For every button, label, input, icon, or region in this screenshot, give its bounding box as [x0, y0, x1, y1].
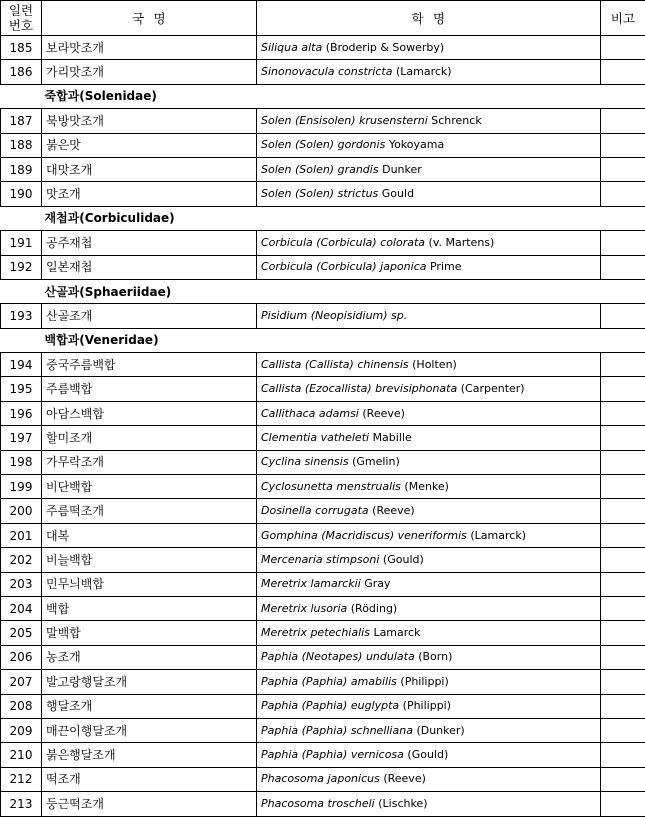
remarks-cell [601, 621, 645, 645]
scientific-name [257, 401, 601, 425]
korean-name: 할미조개 [42, 426, 257, 450]
scientific-name [257, 475, 601, 499]
table-row [1, 353, 645, 377]
scientific-binomial: Mercenaria stimpsoni [261, 552, 380, 566]
author-citation: (Broderip & Sowerby) [325, 40, 445, 54]
author-citation: Lamarck [373, 626, 421, 640]
serial-number: 202 [1, 548, 42, 572]
family-header-row [1, 279, 645, 303]
korean-name: 공주재첩 [42, 231, 257, 255]
table-row [1, 450, 645, 474]
table-row [1, 60, 645, 84]
remarks-cell [601, 645, 645, 669]
table-header-row [1, 1, 645, 36]
serial-number: 208 [1, 694, 42, 718]
korean-name: 비단백합 [42, 475, 257, 499]
table-row [1, 109, 645, 133]
korean-name: 비늘백합 [42, 548, 257, 572]
scientific-binomial: Phacosoma japonicus [261, 772, 380, 786]
author-citation: (Born) [418, 650, 453, 664]
serial-number: 205 [1, 621, 42, 645]
scientific-binomial: Meretrix lusoria [261, 601, 348, 615]
remarks-cell [601, 157, 645, 181]
table-row [1, 743, 645, 767]
serial-number: 195 [1, 377, 42, 401]
scientific-name [257, 450, 601, 474]
remarks-cell [601, 353, 645, 377]
serial-number: 200 [1, 499, 42, 523]
scientific-name [257, 645, 601, 669]
scientific-name [257, 133, 601, 157]
scientific-name [257, 36, 601, 60]
family-label: 재첩과(Corbiculidae) [1, 206, 645, 230]
author-citation: (Gould) [382, 552, 424, 566]
korean-name: 붉은맛 [42, 133, 257, 157]
family-header-row [1, 206, 645, 230]
author-citation: (Lamarck) [395, 65, 452, 79]
remarks-cell [601, 36, 645, 60]
table-row [1, 475, 645, 499]
scientific-binomial: Corbicula (Corbicula) colorata [261, 235, 426, 249]
scientific-binomial: Callithaca adamsi [261, 406, 359, 420]
serial-number: 193 [1, 304, 42, 328]
scientific-name [257, 743, 601, 767]
table-body [1, 36, 645, 817]
serial-number: 196 [1, 401, 42, 425]
serial-number: 190 [1, 182, 42, 206]
serial-number: 189 [1, 157, 42, 181]
scientific-binomial: Meretrix lamarckii [261, 577, 361, 591]
serial-number: 186 [1, 60, 42, 84]
scientific-name [257, 767, 601, 791]
serial-number: 187 [1, 109, 42, 133]
author-citation: Prime [429, 260, 462, 274]
table-row [1, 596, 645, 620]
scientific-name [257, 426, 601, 450]
korean-name: 민무늬백합 [42, 572, 257, 596]
scientific-binomial: Sinonovacula constricta [261, 65, 393, 79]
author-citation: Yokoyama [388, 138, 445, 152]
remarks-cell [601, 499, 645, 523]
author-citation: (Gould) [407, 748, 449, 762]
serial-number: 197 [1, 426, 42, 450]
serial-number: 192 [1, 255, 42, 279]
author-citation: (Menke) [404, 479, 449, 493]
author-citation: Mabille [372, 430, 412, 444]
serial-number: 213 [1, 792, 42, 816]
korean-name: 중국주름백합 [42, 353, 257, 377]
scientific-binomial: Paphia (Paphia) amabilis [261, 674, 397, 688]
family-label: 백합과(Veneridae) [1, 328, 645, 352]
korean-name: 산골조개 [42, 304, 257, 328]
header-scientific-name: 학 명 [257, 1, 601, 36]
table-row [1, 377, 645, 401]
scientific-binomial: Paphia (Paphia) vernicosa [261, 748, 404, 762]
remarks-cell [601, 475, 645, 499]
author-citation: (Dunker) [416, 723, 465, 737]
korean-name: 붉은행달조개 [42, 743, 257, 767]
author-citation: Dunker [382, 162, 422, 176]
author-citation: (Reeve) [362, 406, 405, 420]
scientific-name [257, 353, 601, 377]
scientific-name [257, 718, 601, 742]
serial-number: 212 [1, 767, 42, 791]
table-row [1, 182, 645, 206]
table-row [1, 670, 645, 694]
scientific-name [257, 523, 601, 547]
scientific-binomial: Paphia (Paphia) schnelliana [261, 723, 413, 737]
scientific-binomial: Solen (Solen) grandis [261, 162, 379, 176]
korean-name: 가리맛조개 [42, 60, 257, 84]
remarks-cell [601, 401, 645, 425]
serial-number: 198 [1, 450, 42, 474]
scientific-name [257, 377, 601, 401]
remarks-cell [601, 596, 645, 620]
author-citation: (Lamarck) [470, 528, 526, 542]
table-row [1, 767, 645, 791]
table-row [1, 36, 645, 60]
scientific-binomial: Callista (Callista) chinensis [261, 357, 409, 371]
scientific-name [257, 548, 601, 572]
scientific-binomial: Pisidium (Neopisidium) sp. [261, 308, 408, 322]
scientific-binomial: Siliqua alta [261, 40, 323, 54]
author-citation: Gould [381, 187, 415, 201]
korean-name: 가무락조개 [42, 450, 257, 474]
table-row [1, 499, 645, 523]
serial-number: 201 [1, 523, 42, 547]
scientific-name [257, 572, 601, 596]
table-row [1, 304, 645, 328]
author-citation: (Röding) [350, 601, 398, 615]
remarks-cell [601, 231, 645, 255]
table-row [1, 231, 645, 255]
author-citation: (Philippi) [402, 699, 452, 713]
table-row [1, 523, 645, 547]
scientific-name [257, 231, 601, 255]
remarks-cell [601, 572, 645, 596]
table-row [1, 157, 645, 181]
scientific-binomial: Cyclosunetta menstrualis [261, 479, 401, 493]
scientific-binomial: Meretrix petechialis [261, 626, 370, 640]
table-row [1, 426, 645, 450]
header-number: 일련 번호 [1, 1, 42, 36]
scientific-name [257, 255, 601, 279]
remarks-cell [601, 60, 645, 84]
family-label: 죽합과(Solenidae) [1, 84, 645, 108]
author-citation: (Reeve) [372, 504, 415, 518]
scientific-name [257, 499, 601, 523]
scientific-name [257, 596, 601, 620]
remarks-cell [601, 767, 645, 791]
serial-number: 203 [1, 572, 42, 596]
scientific-binomial: Solen (Solen) gordonis [261, 138, 386, 152]
korean-name: 말백합 [42, 621, 257, 645]
korean-name: 둥근떡조개 [42, 792, 257, 816]
scientific-name [257, 182, 601, 206]
scientific-name [257, 621, 601, 645]
korean-name: 농조개 [42, 645, 257, 669]
scientific-binomial: Corbicula (Corbicula) japonica [261, 260, 427, 274]
author-citation: (Reeve) [383, 772, 426, 786]
remarks-cell [601, 426, 645, 450]
author-citation: Schrenck [431, 113, 482, 127]
remarks-cell [601, 743, 645, 767]
remarks-cell [601, 523, 645, 547]
remarks-cell [601, 304, 645, 328]
scientific-name [257, 60, 601, 84]
korean-name: 주름백합 [42, 377, 257, 401]
table-row [1, 645, 645, 669]
serial-number: 206 [1, 645, 42, 669]
table-row [1, 718, 645, 742]
table-row [1, 792, 645, 816]
table-row [1, 133, 645, 157]
serial-number: 209 [1, 718, 42, 742]
scientific-binomial: Gomphina (Macridiscus) veneriformis [261, 528, 467, 542]
family-label: 산골과(Sphaeriidae) [1, 279, 645, 303]
remarks-cell [601, 255, 645, 279]
author-citation: (Lischke) [378, 796, 428, 810]
scientific-binomial: Phacosoma troscheli [261, 796, 375, 810]
korean-name: 주름떡조개 [42, 499, 257, 523]
serial-number: 207 [1, 670, 42, 694]
serial-number: 204 [1, 596, 42, 620]
scientific-binomial: Cyclina sinensis [261, 455, 349, 469]
header-korean-name: 국 명 [42, 1, 257, 36]
author-citation: (Carpenter) [460, 382, 525, 396]
korean-name: 보라맛조개 [42, 36, 257, 60]
remarks-cell [601, 133, 645, 157]
korean-name: 아담스백합 [42, 401, 257, 425]
remarks-cell [601, 182, 645, 206]
author-citation: (Philippi) [400, 674, 449, 688]
korean-name: 떡조개 [42, 767, 257, 791]
remarks-cell [601, 694, 645, 718]
table-row [1, 621, 645, 645]
scientific-binomial: Clementia vatheleti [261, 430, 370, 444]
author-citation: Gray [364, 577, 391, 591]
table-row [1, 255, 645, 279]
scientific-name [257, 792, 601, 816]
korean-name: 일본재첩 [42, 255, 257, 279]
scientific-name [257, 304, 601, 328]
scientific-binomial: Paphia (Neotapes) undulata [261, 650, 415, 664]
korean-name: 대복 [42, 523, 257, 547]
remarks-cell [601, 377, 645, 401]
korean-name: 백합 [42, 596, 257, 620]
serial-number: 210 [1, 743, 42, 767]
author-citation: (v. Martens) [428, 235, 495, 249]
korean-name: 북방맛조개 [42, 109, 257, 133]
family-header-row [1, 84, 645, 108]
korean-name: 행달조개 [42, 694, 257, 718]
scientific-binomial: Solen (Solen) strictus [261, 187, 379, 201]
scientific-name [257, 109, 601, 133]
serial-number: 194 [1, 353, 42, 377]
author-citation: (Holten) [412, 357, 457, 371]
remarks-cell [601, 670, 645, 694]
header-remarks: 비고 [601, 1, 645, 36]
serial-number: 185 [1, 36, 42, 60]
scientific-binomial: Solen (Ensisolen) krusensterni [261, 113, 428, 127]
serial-number: 191 [1, 231, 42, 255]
serial-number: 199 [1, 475, 42, 499]
table-row [1, 401, 645, 425]
scientific-name [257, 670, 601, 694]
scientific-binomial: Callista (Ezocallista) brevisiphonata [261, 382, 458, 396]
korean-name: 맛조개 [42, 182, 257, 206]
remarks-cell [601, 548, 645, 572]
korean-name: 대맛조개 [42, 157, 257, 181]
scientific-binomial: Paphia (Paphia) euglypta [261, 699, 400, 713]
serial-number: 188 [1, 133, 42, 157]
table-row [1, 572, 645, 596]
remarks-cell [601, 450, 645, 474]
korean-name: 매끈이행달조개 [42, 718, 257, 742]
scientific-name [257, 694, 601, 718]
table-row [1, 548, 645, 572]
korean-name: 발고랑행달조개 [42, 670, 257, 694]
remarks-cell [601, 792, 645, 816]
scientific-name [257, 157, 601, 181]
remarks-cell [601, 109, 645, 133]
family-header-row [1, 328, 645, 352]
remarks-cell [601, 718, 645, 742]
author-citation: (Gmelin) [352, 455, 400, 469]
table-row [1, 694, 645, 718]
scientific-binomial: Dosinella corrugata [261, 504, 369, 518]
